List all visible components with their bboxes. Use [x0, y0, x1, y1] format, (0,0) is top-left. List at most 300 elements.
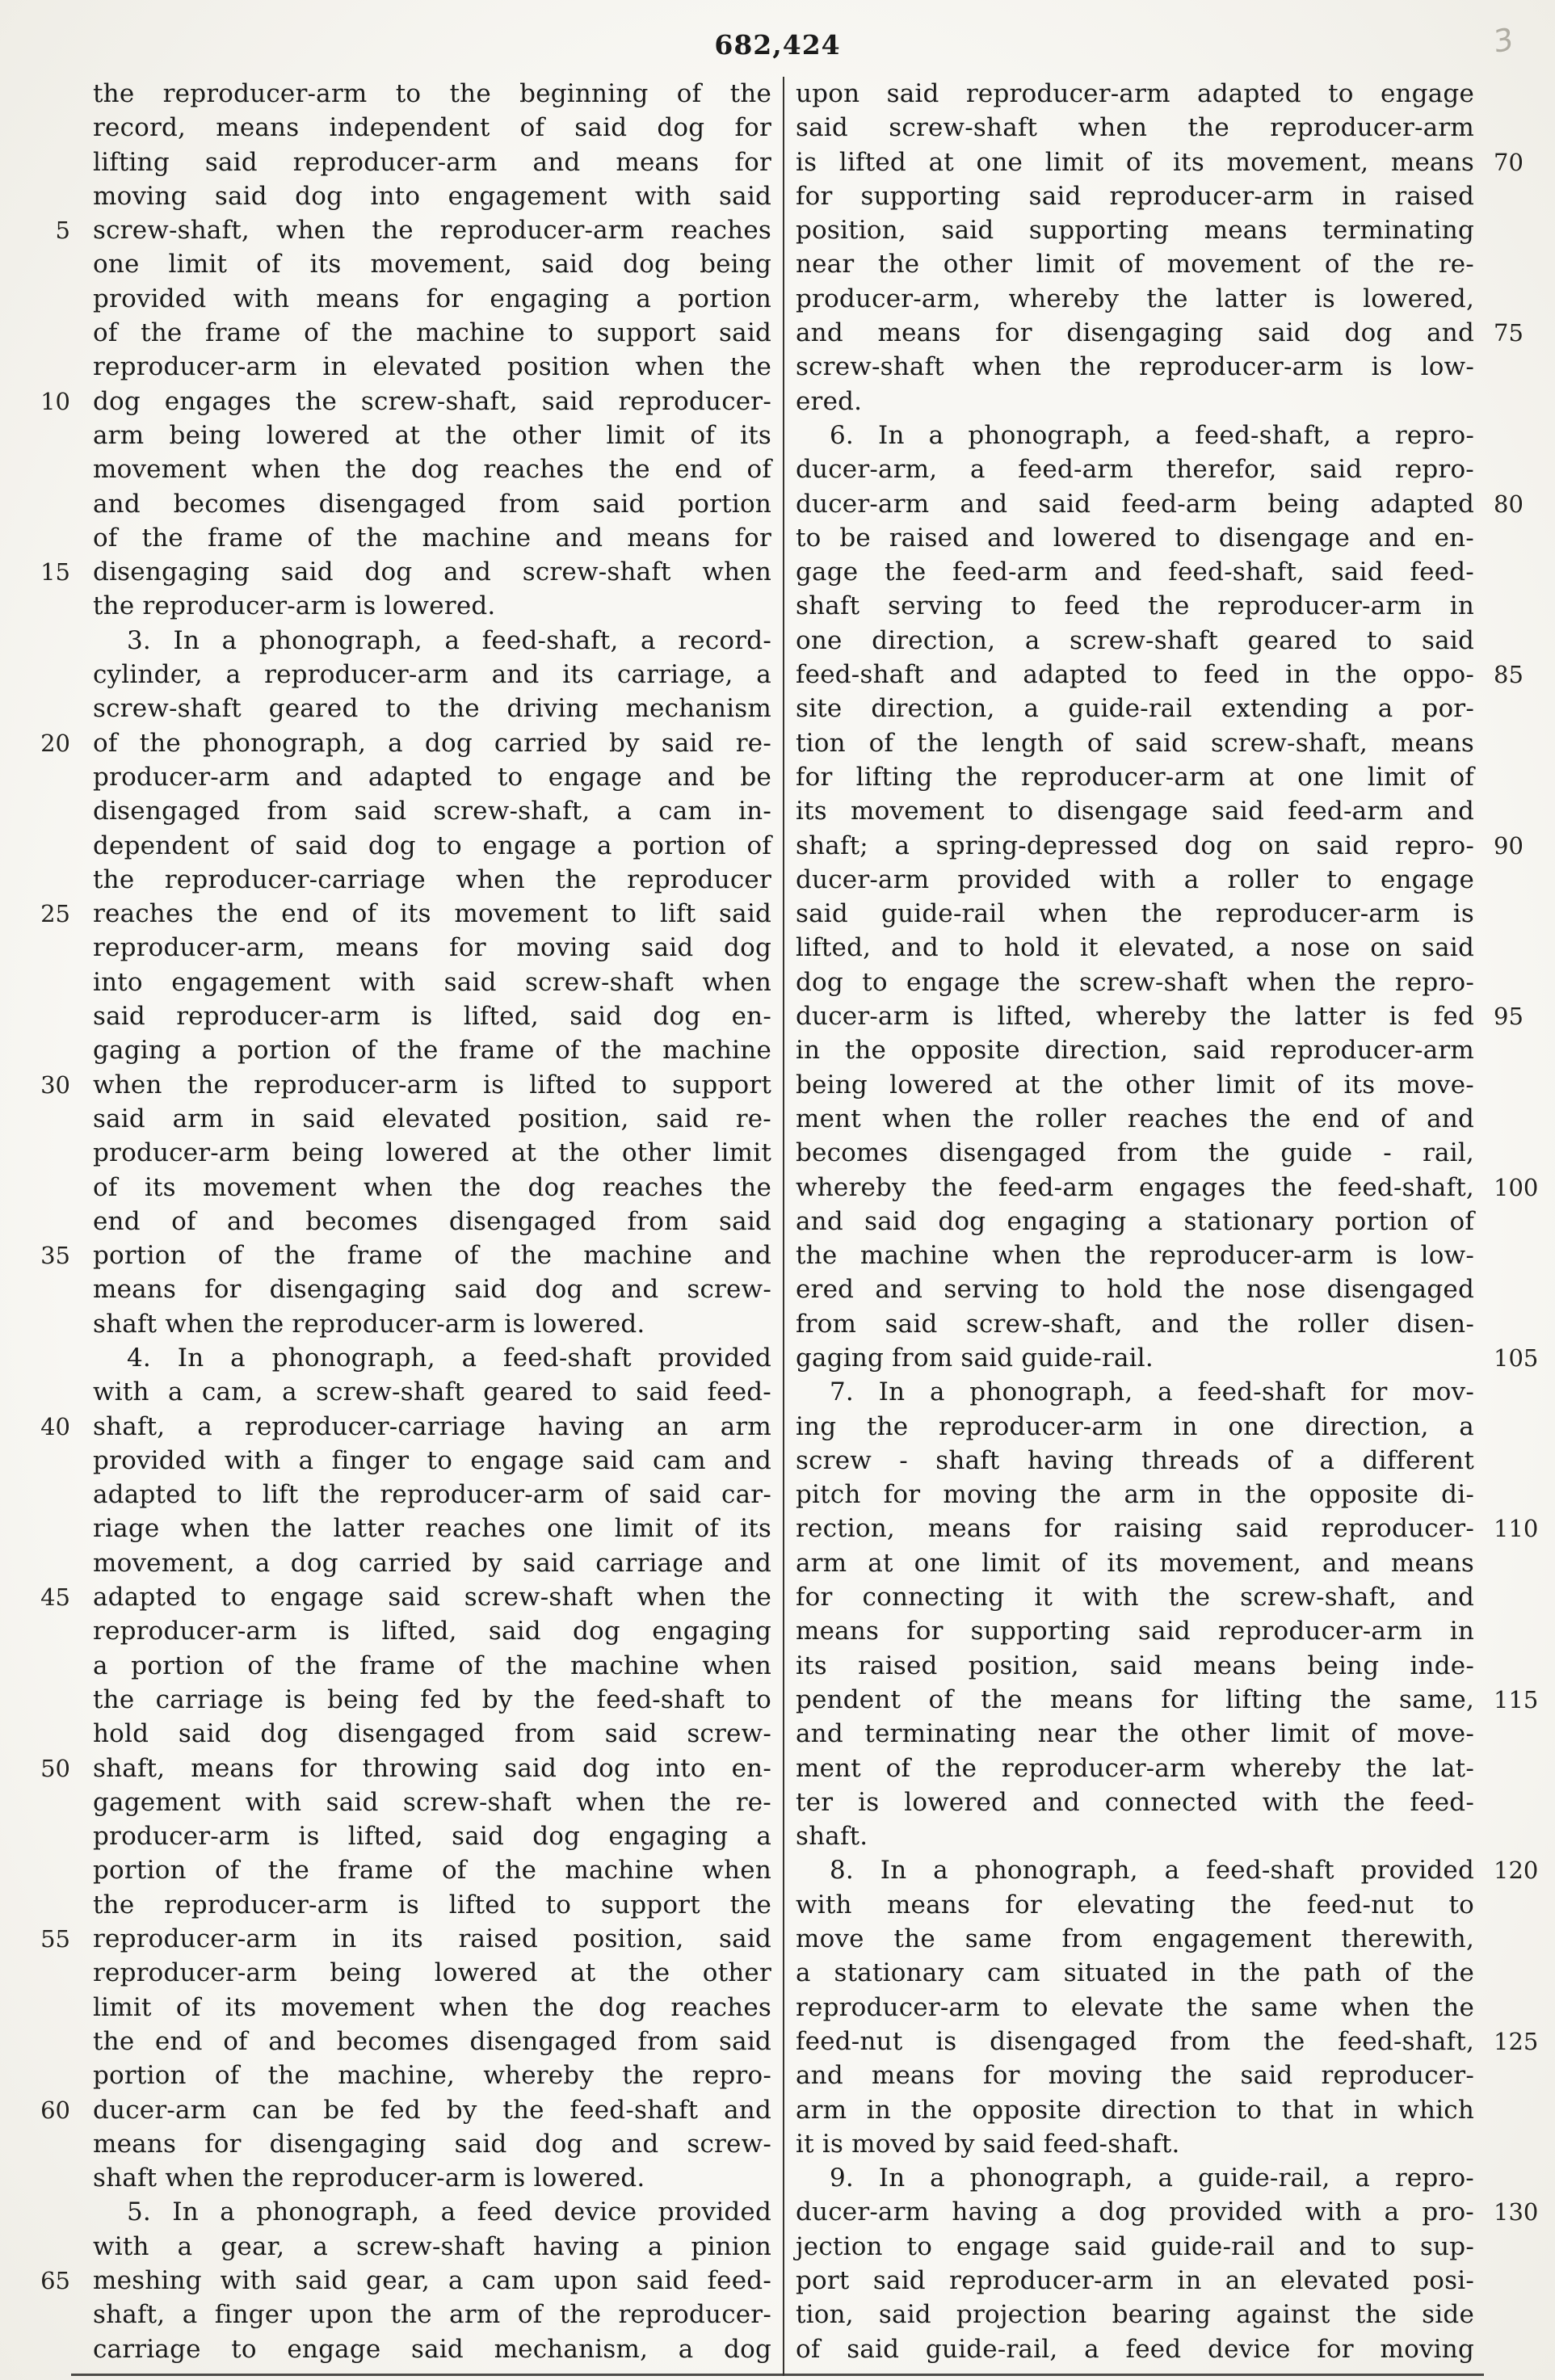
- line-text: shaft.: [796, 1822, 868, 1852]
- text-line: [40, 2093, 771, 2127]
- line-text: the machine when the reproducer-arm is low-: [796, 1241, 1474, 1271]
- line-text: its movement to disengage said feed-arm and: [796, 797, 1474, 826]
- line-text: screw-shaft when the reproducer-arm is low-: [796, 352, 1474, 382]
- text-line: [796, 282, 1474, 316]
- line-text: end of and becomes disengaged from said: [93, 1206, 771, 1236]
- line-text: the end of and becomes disengaged from said: [93, 2026, 771, 2056]
- text-line: [796, 1205, 1474, 1238]
- line-text: dog engages the screw-shaft, said reproducer-: [93, 386, 771, 416]
- line-text: for connecting it with the screw-shaft, and: [796, 1583, 1474, 1613]
- line-text: and said dog engaging a stationary portion of: [796, 1206, 1474, 1236]
- text-line: [93, 1853, 771, 1887]
- line-number: 120: [1494, 1856, 1539, 1885]
- line-text: ment of the reproducer-arm whereby the lat-: [796, 1753, 1474, 1783]
- text-line: [93, 2195, 771, 2229]
- line-text: moving said dog into engagement with said: [93, 181, 771, 211]
- line-text: arm being lowered at the other limit of its: [93, 420, 771, 450]
- line-text: producer-arm being lowered at the other limit: [93, 1138, 771, 1168]
- text-line: [93, 1683, 771, 1717]
- line-text: one direction, a screw-shaft geared to said: [796, 625, 1474, 655]
- line-text: pendent of the means for lifting the same,: [796, 1684, 1474, 1714]
- text-line: [796, 1341, 1539, 1375]
- line-text: meshing with said gear, a cam upon said feed-: [93, 2266, 771, 2295]
- text-line: [796, 2058, 1474, 2092]
- text-line: [796, 555, 1474, 589]
- line-text: limit of its movement when the dog reaches: [93, 1992, 771, 2022]
- handwritten-margin-mark: 3: [1493, 20, 1514, 61]
- text-line: [796, 829, 1523, 863]
- line-number: 65: [40, 2267, 70, 2294]
- text-line: [796, 1751, 1474, 1785]
- line-text: a portion of the frame of the machine when: [93, 1650, 771, 1680]
- text-line: [93, 1205, 771, 1238]
- line-text: shaft, a reproducer-carriage having an arm: [93, 1411, 771, 1441]
- line-text: feed-shaft and adapted to feed in the oppo-: [796, 660, 1474, 690]
- text-line: [796, 452, 1474, 486]
- line-text: gaging from said guide-rail.: [796, 1343, 1154, 1373]
- text-line: [93, 794, 771, 828]
- line-text: hold said dog disengaged from said screw-: [93, 1719, 771, 1749]
- line-text: ing the reproducer-arm in one direction, a: [796, 1411, 1474, 1441]
- line-number: 110: [1494, 1515, 1539, 1543]
- line-number: 85: [1494, 661, 1523, 689]
- line-text: reproducer-arm is lifted, said dog engaging: [93, 1617, 771, 1646]
- line-text: the reproducer-arm is lowered.: [93, 591, 496, 621]
- text-line: [40, 1580, 771, 1614]
- text-line: [796, 2332, 1474, 2366]
- text-line: [796, 1068, 1474, 1102]
- text-line: [93, 692, 771, 725]
- text-line: [796, 1033, 1474, 1067]
- line-text: from said screw-shaft, and the roller disen-: [796, 1309, 1474, 1339]
- line-text: means for supporting said reproducer-arm in: [796, 1617, 1474, 1646]
- text-line: [93, 589, 771, 623]
- text-line: [93, 350, 771, 384]
- line-text: one limit of its movement, said dog being: [93, 250, 771, 280]
- line-text: tion, said projection bearing against the side: [796, 2300, 1474, 2330]
- line-text: ducer-arm, a feed-arm therefor, said repro-: [796, 455, 1474, 485]
- line-text: shaft serving to feed the reproducer-arm in: [796, 591, 1474, 621]
- line-text: reproducer-arm in its raised position, said: [93, 1924, 771, 1954]
- text-line: [796, 1307, 1474, 1341]
- text-line: [40, 1751, 771, 1785]
- line-text: adapted to lift the reproducer-arm of said car-: [93, 1480, 771, 1510]
- text-line: [796, 1136, 1474, 1170]
- text-line: [93, 1512, 771, 1545]
- text-line: [796, 760, 1474, 794]
- line-text: portion of the machine, whereby the repro-: [93, 2061, 771, 2091]
- text-line: [796, 418, 1474, 452]
- text-line: [796, 213, 1474, 247]
- text-line: [93, 1341, 771, 1375]
- text-line: [796, 931, 1474, 965]
- text-line: [796, 1717, 1474, 1751]
- line-text: whereby the feed-arm engages the feed-shaft,: [796, 1172, 1474, 1202]
- text-line: [796, 965, 1474, 999]
- line-text: the reproducer-arm is lifted to support the: [93, 1890, 771, 1920]
- right-column: [796, 77, 1539, 2366]
- line-text: and terminating near the other limit of move-: [796, 1719, 1474, 1749]
- line-text: portion of the frame of the machine when: [93, 1856, 771, 1886]
- line-text: for supporting said reproducer-arm in raised: [796, 181, 1474, 211]
- line-text: portion of the frame of the machine and: [93, 1241, 771, 1271]
- line-number: 115: [1494, 1685, 1539, 1714]
- line-text: 5. In a phonograph, a feed device provided: [127, 2197, 771, 2227]
- text-line: [796, 1991, 1474, 2025]
- left-column: [40, 77, 771, 2366]
- line-text: port said reproducer-arm in an elevated posi-: [796, 2266, 1474, 2295]
- line-text: ducer-arm provided with a roller to engage: [796, 864, 1474, 894]
- text-line: [796, 1410, 1474, 1444]
- text-line: [796, 624, 1474, 658]
- text-line: [93, 760, 771, 794]
- line-text: disengaging said dog and screw-shaft when: [93, 557, 771, 587]
- text-line: [796, 897, 1474, 931]
- text-line: [40, 2264, 771, 2298]
- text-line: [40, 897, 771, 931]
- line-text: cylinder, a reproducer-arm and its carriage, a: [93, 660, 771, 690]
- line-text: it is moved by said feed-shaft.: [796, 2129, 1180, 2159]
- text-line: [796, 1922, 1474, 1956]
- line-text: ducer-arm having a dog provided with a pro-: [796, 2197, 1474, 2227]
- text-line: [55, 213, 771, 247]
- text-line: [796, 111, 1474, 145]
- line-text: of the frame of the machine to support said: [93, 318, 771, 348]
- text-line: [93, 2058, 771, 2092]
- text-line: [93, 145, 771, 179]
- line-text: adapted to engage said screw-shaft when the: [93, 1583, 771, 1613]
- text-line: [93, 316, 771, 350]
- line-number: 25: [40, 900, 70, 928]
- text-line: [796, 1580, 1474, 1614]
- text-line: [796, 1512, 1539, 1545]
- line-text: into engagement with said screw-shaft when: [93, 967, 771, 997]
- column-divider: [783, 77, 784, 2376]
- text-line: [93, 658, 771, 692]
- line-text: gage the feed-arm and feed-shaft, said feed-: [796, 557, 1474, 587]
- text-line: [40, 726, 771, 760]
- text-line: [93, 2161, 771, 2195]
- line-text: dog to engage the screw-shaft when the repro-: [796, 967, 1474, 997]
- text-line: [40, 385, 771, 418]
- line-number: 10: [40, 387, 70, 415]
- text-line: [796, 863, 1474, 897]
- text-line: [93, 999, 771, 1033]
- line-number: 35: [40, 1242, 70, 1270]
- text-line: [93, 1546, 771, 1580]
- text-line: [93, 1272, 771, 1306]
- text-line: [796, 179, 1474, 213]
- text-line: [40, 1238, 771, 1272]
- line-number: 30: [40, 1070, 70, 1099]
- text-line: [796, 1444, 1474, 1478]
- text-line: [796, 77, 1474, 111]
- text-line: [796, 1956, 1474, 1990]
- text-line: [93, 1375, 771, 1409]
- line-text: and means for disengaging said dog and: [796, 318, 1474, 348]
- text-line: [93, 418, 771, 452]
- line-text: arm at one limit of its movement, and means: [796, 1548, 1474, 1578]
- text-line: [93, 1614, 771, 1648]
- line-text: said screw-shaft when the reproducer-arm: [796, 113, 1474, 143]
- text-line: [93, 282, 771, 316]
- line-text: record, means independent of said dog for: [93, 113, 771, 143]
- text-line: [93, 829, 771, 863]
- line-text: upon said reproducer-arm adapted to engage: [796, 79, 1474, 108]
- line-number: 90: [1494, 831, 1523, 860]
- text-line: [40, 1410, 771, 1444]
- line-text: 6. In a phonograph, a feed-shaft, a repro-: [830, 420, 1474, 450]
- line-text: near the other limit of movement of the re-: [796, 250, 1474, 280]
- text-columns: [0, 77, 1539, 2376]
- line-number: 20: [40, 729, 70, 757]
- line-text: carriage to engage said mechanism, a dog: [93, 2334, 771, 2364]
- text-line: [796, 2127, 1474, 2161]
- line-text: provided with a finger to engage said cam and: [93, 1445, 771, 1475]
- line-text: reproducer-arm, means for moving said dog: [93, 933, 771, 963]
- text-line: [93, 1819, 771, 1853]
- line-text: reproducer-arm being lowered at the other: [93, 1958, 771, 1988]
- line-text: riage when the latter reaches one limit of its: [93, 1514, 771, 1544]
- text-line: [93, 111, 771, 145]
- line-text: 4. In a phonograph, a feed-shaft provided: [127, 1343, 771, 1373]
- line-number: 70: [1494, 148, 1523, 176]
- line-text: screw-shaft, when the reproducer-arm reaches: [93, 216, 771, 246]
- line-number: 105: [1494, 1343, 1539, 1372]
- line-number: 130: [1494, 2198, 1539, 2227]
- text-line: [93, 2127, 771, 2161]
- text-line: [93, 2298, 771, 2332]
- line-text: screw - shaft having threads of a different: [796, 1445, 1474, 1475]
- line-text: the reproducer-carriage when the reproducer: [93, 864, 771, 894]
- text-line: [796, 316, 1523, 350]
- text-line: [796, 350, 1474, 384]
- text-line: [796, 1819, 1474, 1853]
- line-text: producer-arm is lifted, said dog engaging a: [93, 1822, 771, 1852]
- text-line: [796, 2093, 1474, 2127]
- text-line: [93, 2025, 771, 2058]
- line-text: 7. In a phonograph, a feed-shaft for mov-: [830, 1377, 1474, 1407]
- line-text: tion of the length of said screw-shaft, means: [796, 728, 1474, 758]
- line-text: ment when the roller reaches the end of and: [796, 1104, 1474, 1133]
- text-line: [796, 1102, 1474, 1136]
- line-number: 95: [1494, 1003, 1523, 1031]
- line-text: dependent of said dog to engage a portion of: [93, 830, 771, 860]
- text-line: [796, 1888, 1474, 1922]
- line-text: rection, means for raising said reproducer-: [796, 1514, 1474, 1544]
- line-text: becomes disengaged from the guide - rail,: [796, 1138, 1474, 1168]
- line-text: movement, a dog carried by said carriage and: [93, 1548, 771, 1578]
- text-line: [93, 77, 771, 111]
- line-text: to be raised and lowered to disengage and en-: [796, 523, 1474, 553]
- text-line: [796, 1683, 1539, 1717]
- line-text: shaft; a spring-depressed dog on said repro-: [796, 830, 1474, 860]
- line-text: ered and serving to hold the nose disengaged: [796, 1275, 1474, 1305]
- text-line: [796, 2264, 1474, 2298]
- line-number: 40: [40, 1412, 70, 1440]
- text-line: [796, 1272, 1474, 1306]
- line-number: 55: [40, 1925, 70, 1953]
- text-line: [796, 589, 1474, 623]
- line-text: 9. In a phonograph, a guide-rail, a repro-: [830, 2163, 1474, 2193]
- line-text: of said guide-rail, a feed device for moving: [796, 2334, 1474, 2364]
- text-line: [796, 1614, 1474, 1648]
- line-text: shaft, means for throwing said dog into en-: [93, 1753, 771, 1783]
- line-text: disengaged from said screw-shaft, a cam in-: [93, 797, 771, 826]
- line-text: provided with means for engaging a portion: [93, 284, 771, 313]
- line-text: ducer-arm and said feed-arm being adapted: [796, 489, 1474, 519]
- text-line: [796, 1785, 1474, 1819]
- text-line: [796, 1171, 1539, 1205]
- text-line: [93, 521, 771, 555]
- text-line: [93, 247, 771, 281]
- line-text: means for disengaging said dog and screw-: [93, 2129, 771, 2159]
- text-line: [40, 1068, 771, 1102]
- text-line: [93, 1444, 771, 1478]
- text-line: [93, 1033, 771, 1067]
- line-text: being lowered at the other limit of its move-: [796, 1070, 1474, 1100]
- text-line: [93, 1649, 771, 1683]
- line-text: feed-nut is disengaged from the feed-shaft,: [796, 2026, 1474, 2056]
- line-number: 75: [1494, 319, 1523, 347]
- line-text: reproducer-arm in elevated position when the: [93, 352, 771, 382]
- text-line: [93, 863, 771, 897]
- line-text: producer-arm, whereby the latter is lowered,: [796, 284, 1474, 313]
- text-line: [40, 555, 771, 589]
- text-line: [796, 385, 1474, 418]
- line-text: move the same from engagement therewith,: [796, 1924, 1474, 1954]
- text-line: [796, 145, 1523, 179]
- text-line: [93, 1888, 771, 1922]
- line-text: ered.: [796, 386, 863, 416]
- line-text: and becomes disengaged from said portion: [93, 489, 771, 519]
- text-line: [93, 1136, 771, 1170]
- text-line: [796, 1478, 1474, 1512]
- text-line: [93, 1171, 771, 1205]
- line-text: of the phonograph, a dog carried by said re-: [93, 728, 771, 758]
- text-line: [93, 1307, 771, 1341]
- line-text: the reproducer-arm to the beginning of the: [93, 79, 771, 108]
- text-line: [93, 2230, 771, 2264]
- line-text: lifting said reproducer-arm and means for: [93, 147, 771, 177]
- line-text: said arm in said elevated position, said re-: [93, 1104, 771, 1133]
- text-line: [796, 487, 1523, 521]
- line-number: 100: [1494, 1173, 1539, 1201]
- line-number: 45: [40, 1583, 70, 1612]
- text-line: [796, 2195, 1539, 2229]
- line-text: ter is lowered and connected with the feed-: [796, 1787, 1474, 1817]
- line-text: ducer-arm can be fed by the feed-shaft and: [93, 2095, 771, 2125]
- line-text: position, said supporting means terminating: [796, 216, 1474, 246]
- line-text: for lifting the reproducer-arm at one limit of: [796, 762, 1474, 792]
- text-line: [796, 2161, 1474, 2195]
- text-line: [93, 2332, 771, 2366]
- line-text: with a gear, a screw-shaft having a pinion: [93, 2231, 771, 2261]
- text-line: [93, 1102, 771, 1136]
- line-text: and means for moving the said reproducer-: [796, 2061, 1474, 2091]
- line-text: in the opposite direction, said reproducer-arm: [796, 1036, 1474, 1066]
- line-number: 15: [40, 558, 70, 587]
- line-text: producer-arm and adapted to engage and be: [93, 762, 771, 792]
- line-text: with a cam, a screw-shaft geared to said feed-: [93, 1377, 771, 1407]
- line-text: jection to engage said guide-rail and to sup-: [796, 2231, 1474, 2261]
- line-text: said reproducer-arm is lifted, said dog en-: [93, 1002, 771, 1032]
- text-line: [796, 247, 1474, 281]
- line-text: means for disengaging said dog and screw-: [93, 1275, 771, 1305]
- text-line: [796, 1546, 1474, 1580]
- text-line: [796, 658, 1523, 692]
- text-line: [796, 2230, 1474, 2264]
- line-text: of its movement when the dog reaches the: [93, 1172, 771, 1202]
- line-text: lifted, and to hold it elevated, a nose on said: [796, 933, 1474, 963]
- patent-number: 682,424: [714, 29, 841, 61]
- line-text: reproducer-arm to elevate the same when the: [796, 1992, 1474, 2022]
- line-text: arm in the opposite direction to that in which: [796, 2095, 1474, 2125]
- line-text: shaft, a finger upon the arm of the reproducer-: [93, 2300, 771, 2330]
- text-line: [796, 2025, 1539, 2058]
- line-number: 5: [55, 217, 70, 245]
- text-line: [796, 1375, 1474, 1409]
- line-text: site direction, a guide-rail extending a por-: [796, 694, 1474, 724]
- line-text: when the reproducer-arm is lifted to support: [93, 1070, 771, 1100]
- text-line: [796, 999, 1523, 1033]
- text-line: [93, 179, 771, 213]
- line-text: shaft when the reproducer-arm is lowered.: [93, 2163, 645, 2193]
- text-line: [40, 1922, 771, 1956]
- text-line: [93, 1717, 771, 1751]
- line-text: screw-shaft geared to the driving mechanism: [93, 694, 771, 724]
- text-line: [93, 1956, 771, 1990]
- line-text: of the frame of the machine and means for: [93, 523, 771, 553]
- text-line: [93, 931, 771, 965]
- line-text: said guide-rail when the reproducer-arm is: [796, 899, 1474, 929]
- text-line: [796, 692, 1474, 725]
- text-line: [93, 452, 771, 486]
- line-number: 125: [1494, 2027, 1539, 2055]
- line-number: 50: [40, 1754, 70, 1782]
- text-line: [796, 726, 1474, 760]
- text-line: [93, 1991, 771, 2025]
- line-text: its raised position, said means being inde-: [796, 1650, 1474, 1680]
- text-line: [93, 965, 771, 999]
- line-text: a stationary cam situated in the path of the: [796, 1958, 1474, 1988]
- line-number: 80: [1494, 490, 1523, 518]
- text-line: [796, 1853, 1539, 1887]
- text-line: [796, 1649, 1474, 1683]
- text-line: [796, 794, 1474, 828]
- text-line: [93, 1478, 771, 1512]
- text-line: [796, 1238, 1474, 1272]
- line-text: pitch for moving the arm in the opposite di-: [796, 1480, 1474, 1510]
- text-line: [93, 487, 771, 521]
- line-text: with means for elevating the feed-nut to: [796, 1890, 1474, 1920]
- line-text: gaging a portion of the frame of the machine: [93, 1036, 771, 1066]
- text-line: [796, 521, 1474, 555]
- line-text: is lifted at one limit of its movement, means: [796, 147, 1474, 177]
- line-text: the carriage is being fed by the feed-shaft to: [93, 1684, 771, 1714]
- line-text: movement when the dog reaches the end of: [93, 455, 771, 485]
- text-line: [93, 1785, 771, 1819]
- text-line: [796, 2298, 1474, 2332]
- line-text: gagement with said screw-shaft when the re-: [93, 1787, 771, 1817]
- text-line: [93, 624, 771, 658]
- line-text: shaft when the reproducer-arm is lowered.: [93, 1309, 645, 1339]
- page-bottom-rule: [71, 2374, 1484, 2376]
- line-text: 8. In a phonograph, a feed-shaft provided: [830, 1856, 1474, 1886]
- line-text: 3. In a phonograph, a feed-shaft, a record-: [127, 625, 771, 655]
- line-text: ducer-arm is lifted, whereby the latter is fed: [796, 1002, 1474, 1032]
- line-number: 60: [40, 2096, 70, 2124]
